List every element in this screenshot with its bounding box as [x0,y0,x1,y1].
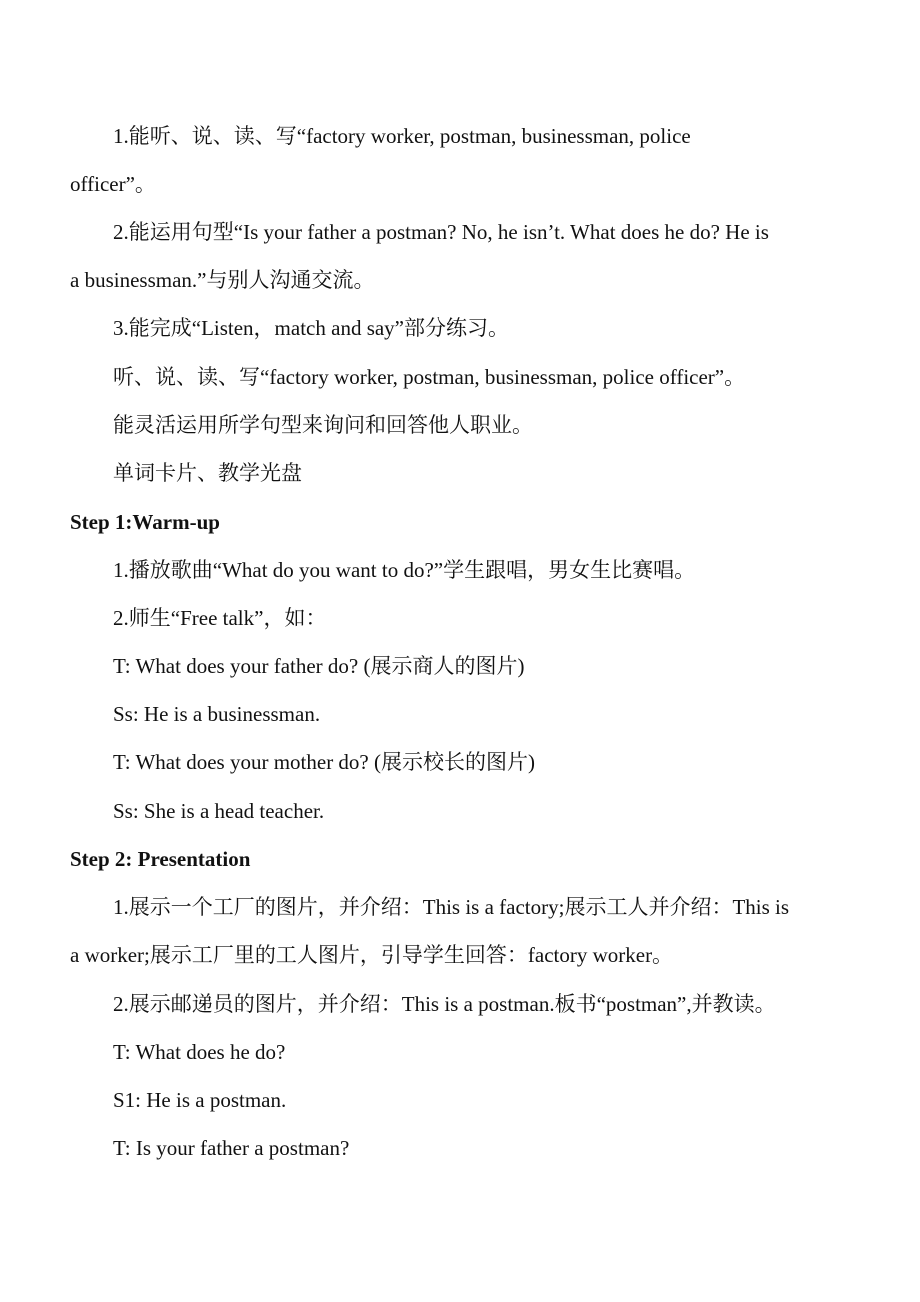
objective-2-line-1: 2.能运用句型“Is your father a postman? No, he isn’t. What does he do? He is [113,220,769,244]
dialogue-line: Ss: He is a businessman. [113,702,321,726]
objective-2-line-2: a businessman.”与别人沟通交流。 [70,268,375,292]
key-points: 听、说、读、写“factory worker, postman, businessman, police officer”。 [113,365,746,389]
step-2-item-1-line-1: 1.展示一个工厂的图片，并介绍：This is a factory;展示工人并介绍：This is [113,895,790,919]
objective-1-line-1: 1.能听、说、读、写“factory worker, postman, businessman, police [113,124,691,148]
dialogue-line: Ss: She is a head teacher. [113,799,325,823]
step-1-item-2: 2.师生“Free talk”，如： [113,606,327,630]
difficult-points: 能灵活运用所学句型来询问和回答他人职业。 [113,413,533,437]
dialogue-line: T: What does your mother do? (展示校长的图片) [113,750,535,774]
dialogue-line: T: What does he do? [113,1040,286,1064]
step-2-item-2: 2.展示邮递员的图片，并介绍：This is a postman.板书“postman”,并教读。 [113,992,776,1016]
objective-3: 3.能完成“Listen，match and say”部分练习。 [113,316,510,340]
step-2-heading: Step 2: Presentation [70,847,251,871]
dialogue-line: S1: He is a postman. [113,1088,287,1112]
objective-1-line-2: officer”。 [70,172,156,196]
step-1-item-1: 1.播放歌曲“What do you want to do?”学生跟唱，男女生比赛唱。 [113,558,696,582]
teaching-materials: 单词卡片、教学光盘 [113,461,302,485]
step-1-heading: Step 1:Warm-up [70,510,220,534]
dialogue-line: T: What does your father do? (展示商人的图片) [113,654,525,678]
step-2-item-1-line-2: a worker;展示工厂里的工人图片，引导学生回答：factory worker。 [70,943,674,967]
dialogue-line: T: Is your father a postman? [113,1136,350,1160]
